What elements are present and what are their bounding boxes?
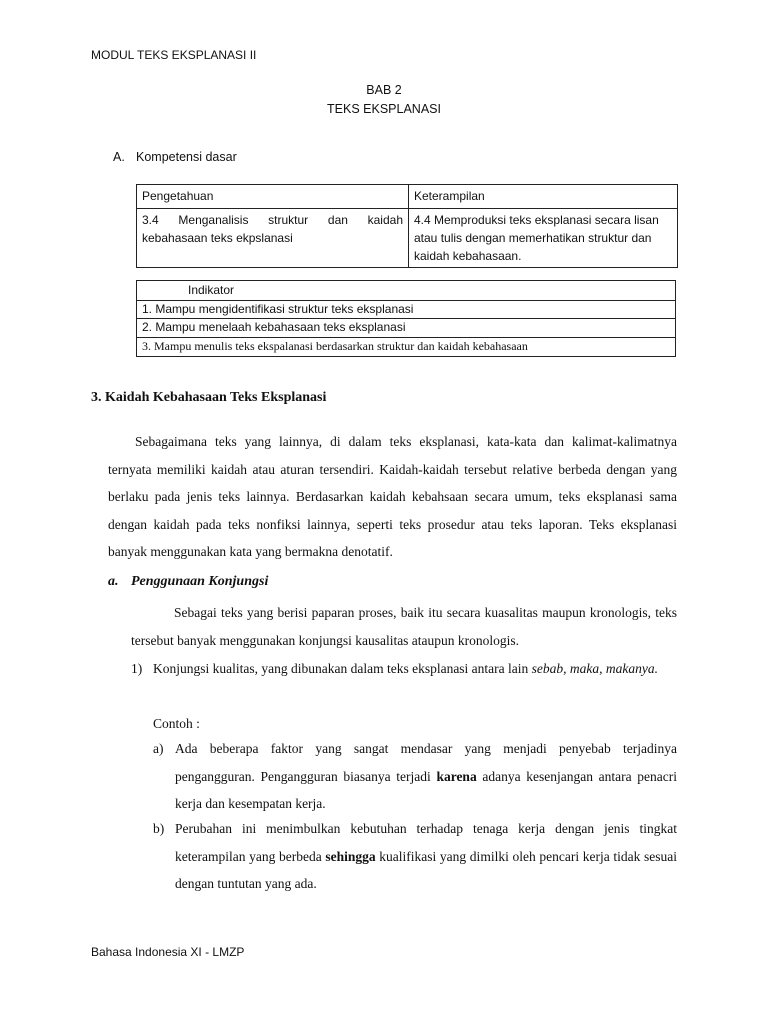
chapter-heading xyxy=(0,81,768,119)
page-footer: Bahasa Indonesia XI - LMZP xyxy=(91,945,245,959)
paragraph-intro xyxy=(108,428,677,566)
sub-a-title: Penggunaan Konjungsi xyxy=(131,574,269,589)
list-item-number: 1) xyxy=(131,661,143,676)
indikator-item: 3. Mampu menulis teks ekspalanasi berdasarkan struktur dan kaidah kebahasaan xyxy=(137,337,675,356)
item-1-text: Konjungsi kualitas, yang dibunakan dalam teks eksplanasi antara lain xyxy=(153,661,532,676)
chapter-title: TEKS EKSPLANASI xyxy=(327,102,441,116)
section-a-title: Kompetensi dasar xyxy=(136,150,237,164)
example-b-post: kualifikasi yang dimilki oleh pencari kerja tidak sesuai dengan tuntutan yang ada. xyxy=(175,848,677,891)
table-header-row xyxy=(137,185,678,209)
table-cell: 3.4 Menganalisis struktur dan kaidah kebahasaan teks ekpslanasi xyxy=(137,209,409,268)
sub-a-number: a. xyxy=(108,574,119,589)
section-a-heading xyxy=(113,150,237,164)
indikator-title: Indikator xyxy=(188,283,235,297)
example-b-pre: Perubahan ini menimbulkan kebutuhan terhadap tenaga kerja dengan jenis tingkat keterampilan yang berbeda xyxy=(175,821,677,864)
kompetensi-table xyxy=(136,184,678,268)
contoh-label: Contoh : xyxy=(153,716,200,731)
example-b-number: b) xyxy=(153,821,165,836)
paragraph-konjungsi xyxy=(131,599,677,655)
item-1-examples: sebab, maka, makanya xyxy=(531,661,655,676)
sub-a-heading xyxy=(108,574,268,590)
section-3-heading: 3. Kaidah Kebahasaan Teks Eksplanasi xyxy=(91,390,327,405)
table-row xyxy=(137,209,678,268)
indikator-box xyxy=(136,280,676,357)
example-a-bold: karena xyxy=(436,768,477,784)
page-header: MODUL TEKS EKSPLANASI II xyxy=(91,48,257,62)
chapter-number: BAB 2 xyxy=(366,83,402,97)
table-cell: 4.4 Memproduksi teks eksplanasi secara lisan atau tulis dengan memerhatikan struktur dan kaidah kebahasaan. xyxy=(409,209,678,268)
paragraph-intro-text: Sebagaimana teks yang lainnya, di dalam teks eksplanasi, kata-kata dan kalimat-kalimatnya ternyata memiliki kaidah atau aturan tersendiri. Kaidah-kaidah tersebut relative berbeda dengan yang berlaku pada jenis teks lainnya. Berdasarkan kaidah kebahsaan secara umum, teks eksplanasi sama dengan kaidah pada teks nonfiksi lainnya, seperti teks prosedur atau teks laporan. Teks eksplanasi banyak menggunakan kata yang bermakna denotatif. xyxy=(108,434,677,559)
paragraph-konjungsi-text: Sebagai teks yang berisi paparan proses, baik itu secara kuasalitas maupun kronologis, teks tersebut banyak menggunakan konjungsi kausalitas ataupun kronologis. xyxy=(131,605,677,648)
example-b-bold: sehingga xyxy=(325,848,376,864)
table-header-cell: Pengetahuan xyxy=(137,185,409,209)
list-item-text xyxy=(153,655,677,683)
example-a-text xyxy=(175,735,677,818)
section-a-number: A. xyxy=(113,150,125,164)
example-b-text xyxy=(175,815,677,898)
example-a-post: adanya kesenjangan antara penacri kerja dan kesempatan kerja. xyxy=(175,768,677,811)
example-a-pre: Ada beberapa faktor yang sangat mendasar yang menjadi penyebab terjadinya pengangguran. Pengangguran biasanya terjadi xyxy=(175,741,677,784)
indikator-item: 2. Mampu menelaah kebahasaan teks eksplanasi xyxy=(137,318,675,337)
example-a xyxy=(153,735,677,818)
list-item-1 xyxy=(131,655,677,683)
table-header-cell: Keterampilan xyxy=(409,185,678,209)
indikator-item: 1. Mampu mengidentifikasi struktur teks eksplanasi xyxy=(137,300,675,319)
example-b xyxy=(153,815,677,898)
item-1-end: . xyxy=(654,661,659,676)
example-a-number: a) xyxy=(153,741,164,756)
